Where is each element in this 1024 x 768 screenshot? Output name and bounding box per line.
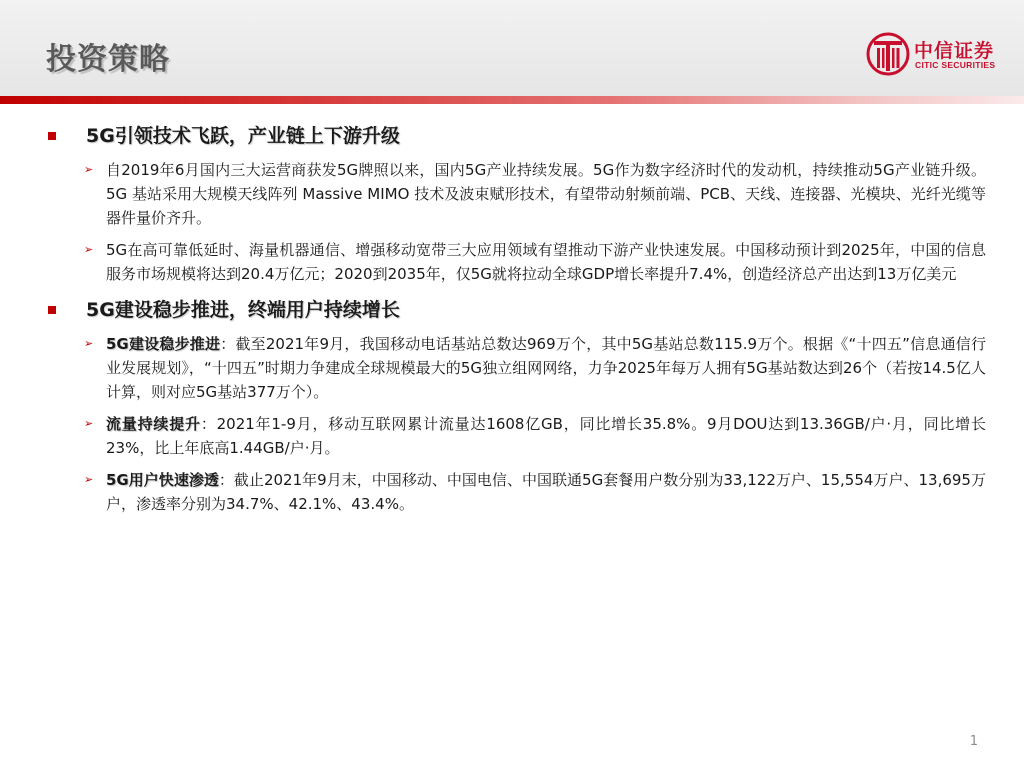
bullet-item [40, 468, 990, 516]
section-heading [40, 294, 990, 326]
bullet-item [40, 158, 990, 230]
arrow-bullet-icon: ➢ [84, 473, 94, 486]
arrow-bullet-icon: ➢ [84, 243, 94, 256]
section-5g-build [40, 294, 990, 516]
logo-english-name: CITIC SECURITIES [915, 60, 996, 70]
section-heading-text: 5G建设稳步推进，终端用户持续增长 [86, 299, 400, 321]
header-accent-bar [0, 96, 1024, 104]
bullet-text: ：2021年1-9月，移动互联网累计流量达1608亿GB，同比增长35.8%。9月DOU达到13.36GB/户·月，同比增长23%，比上年底高1.44GB/户·月。 [106, 415, 986, 457]
citic-logo [866, 32, 1006, 78]
bullet-lead: 5G用户快速渗透 [106, 471, 219, 489]
logo-chinese-name: 中信证券 [914, 40, 995, 62]
square-bullet-icon [48, 132, 56, 140]
bullet-text: ：截至2021年9月，我国移动电话基站总数达969万个，其中5G基站总数115.9万个。根据《“十四五”信息通信行业发展规划》，“十四五”时期力争建成全球规模最大的5G独立组网网络，力争2025年每万人拥有5G基站数达到26个（若按14.5亿人计算，则对应5G基站377万个）。 [106, 335, 986, 401]
square-bullet-icon [48, 306, 56, 314]
page-title: 投资策略 [46, 42, 170, 77]
bullet-item [40, 238, 990, 286]
section-heading [40, 120, 990, 152]
slide-content [40, 120, 990, 524]
header-band [0, 0, 1024, 96]
arrow-bullet-icon: ➢ [84, 417, 94, 430]
page-number: 1 [969, 734, 978, 749]
section-5g-tech [40, 120, 990, 286]
citic-emblem-icon [866, 32, 910, 76]
bullet-item [40, 412, 990, 460]
bullet-lead: 5G建设稳步推进 [106, 335, 221, 353]
arrow-bullet-icon: ➢ [84, 163, 94, 176]
arrow-bullet-icon: ➢ [84, 337, 94, 350]
bullet-text: 5G在高可靠低延时、海量机器通信、增强移动宽带三大应用领域有望推动下游产业快速发展。中国移动预计到2025年，中国的信息服务市场规模将达到20.4万亿元；2020到2035年，仅5G就将拉动全球GDP增长率提升7.4%，创造经济总产出达到13万亿美元 [106, 241, 986, 283]
bullet-text: ：截止2021年9月末，中国移动、中国电信、中国联通5G套餐用户数分别为33,122万户、15,554万户、13,695万户，渗透率分别为34.7%、42.1%、43.4%。 [106, 471, 986, 513]
bullet-lead: 流量持续提升 [106, 415, 201, 433]
bullet-text: 自2019年6月国内三大运营商获发5G牌照以来，国内5G产业持续发展。5G作为数字经济时代的发动机，持续推动5G产业链升级。5G 基站采用大规模天线阵列 Massive MIMO 技术及波束赋形技术，有望带动射频前端、PCB、天线、连接器、光模块、光纤光缆等器件量价齐升。 [106, 161, 986, 227]
section-heading-text: 5G引领技术飞跃，产业链上下游升级 [86, 125, 400, 147]
bullet-item [40, 332, 990, 404]
